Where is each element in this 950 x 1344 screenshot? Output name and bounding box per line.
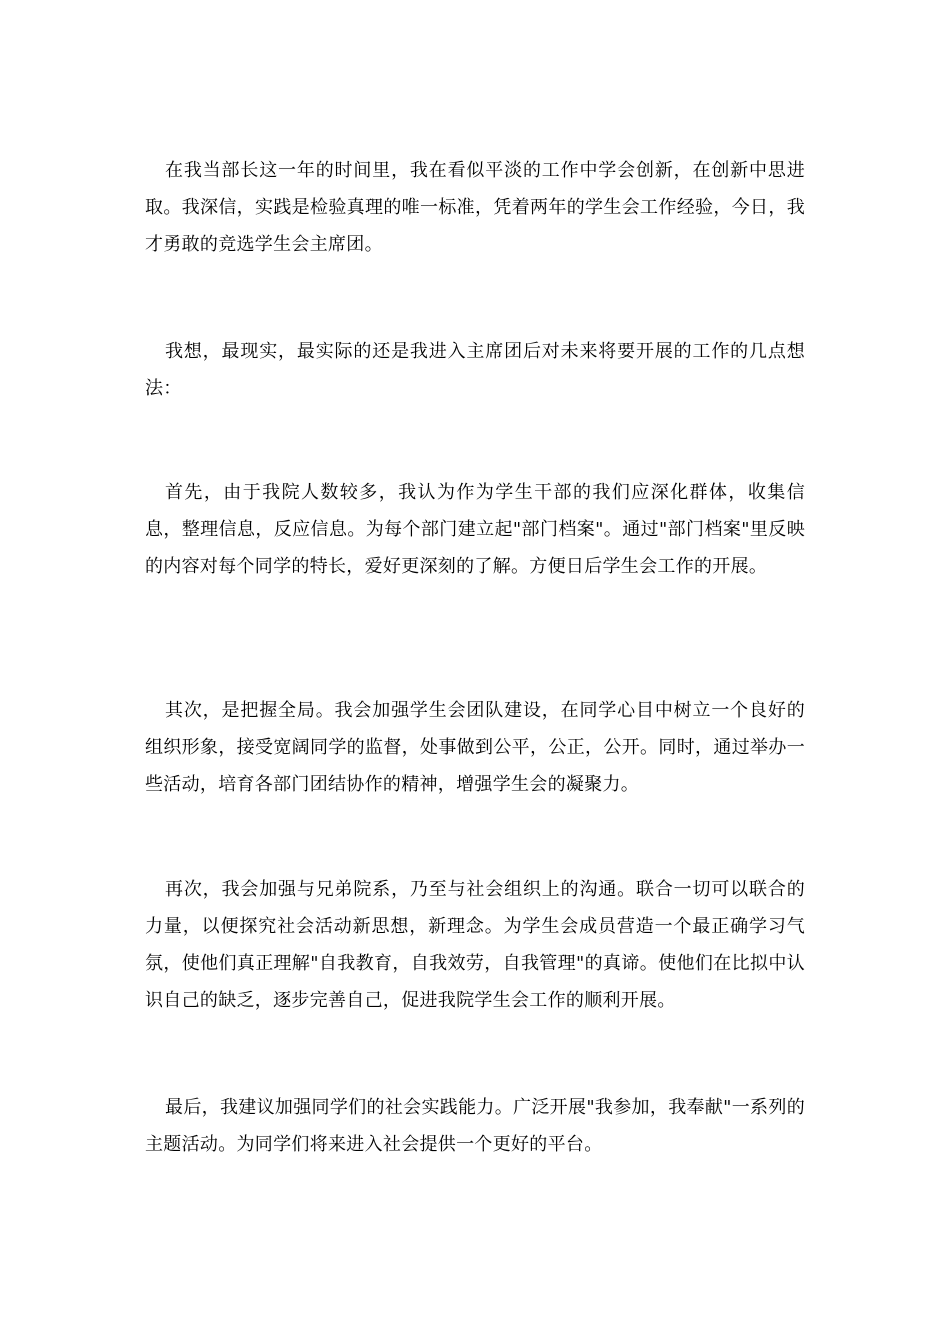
paragraph-6: 最后，我建议加强同学们的社会实践能力。广泛开展"我参加，我奉献"一系列的主题活动。为同学们将来进入社会提供一个更好的平台。: [145, 1097, 805, 1155]
paragraph-2: 我想，最现实，最实际的还是我进入主席团后对未来将要开展的工作的几点想法：: [145, 341, 805, 399]
paragraph-5: 再次，我会加强与兄弟院系，乃至与社会组织上的沟通。联合一切可以联合的力量，以便探究社会活动新思想，新理念。为学生会成员营造一个最正确学习气氛，使他们真正理解"自我教育，自我效劳，自我管理"的真谛。使他们在比拟中认识自己的缺乏，逐步完善自己，促进我院学生会工作的顺利开展。: [145, 879, 805, 1011]
paragraph-4: 其次，是把握全局。我会加强学生会团队建设，在同学心目中树立一个良好的组织形象，接受宽阔同学的监督，处事做到公平，公正，公开。同时，通过举办一些活动，培育各部门团结协作的精神，增强学生会的凝聚力。: [145, 700, 805, 795]
paragraph-1: 在我当部长这一年的时间里，我在看似平淡的工作中学会创新，在创新中思进取。我深信，实践是检验真理的唯一标准，凭着两年的学生会工作经验，今日，我才勇敢的竞选学生会主席团。: [145, 160, 805, 255]
paragraph-3: 首先，由于我院人数较多，我认为作为学生干部的我们应深化群体，收集信息，整理信息，反应信息。为每个部门建立起"部门档案"。通过"部门档案"里反映的内容对每个同学的特长，爱好更深刻的了解。方便日后学生会工作的开展。: [145, 482, 805, 577]
